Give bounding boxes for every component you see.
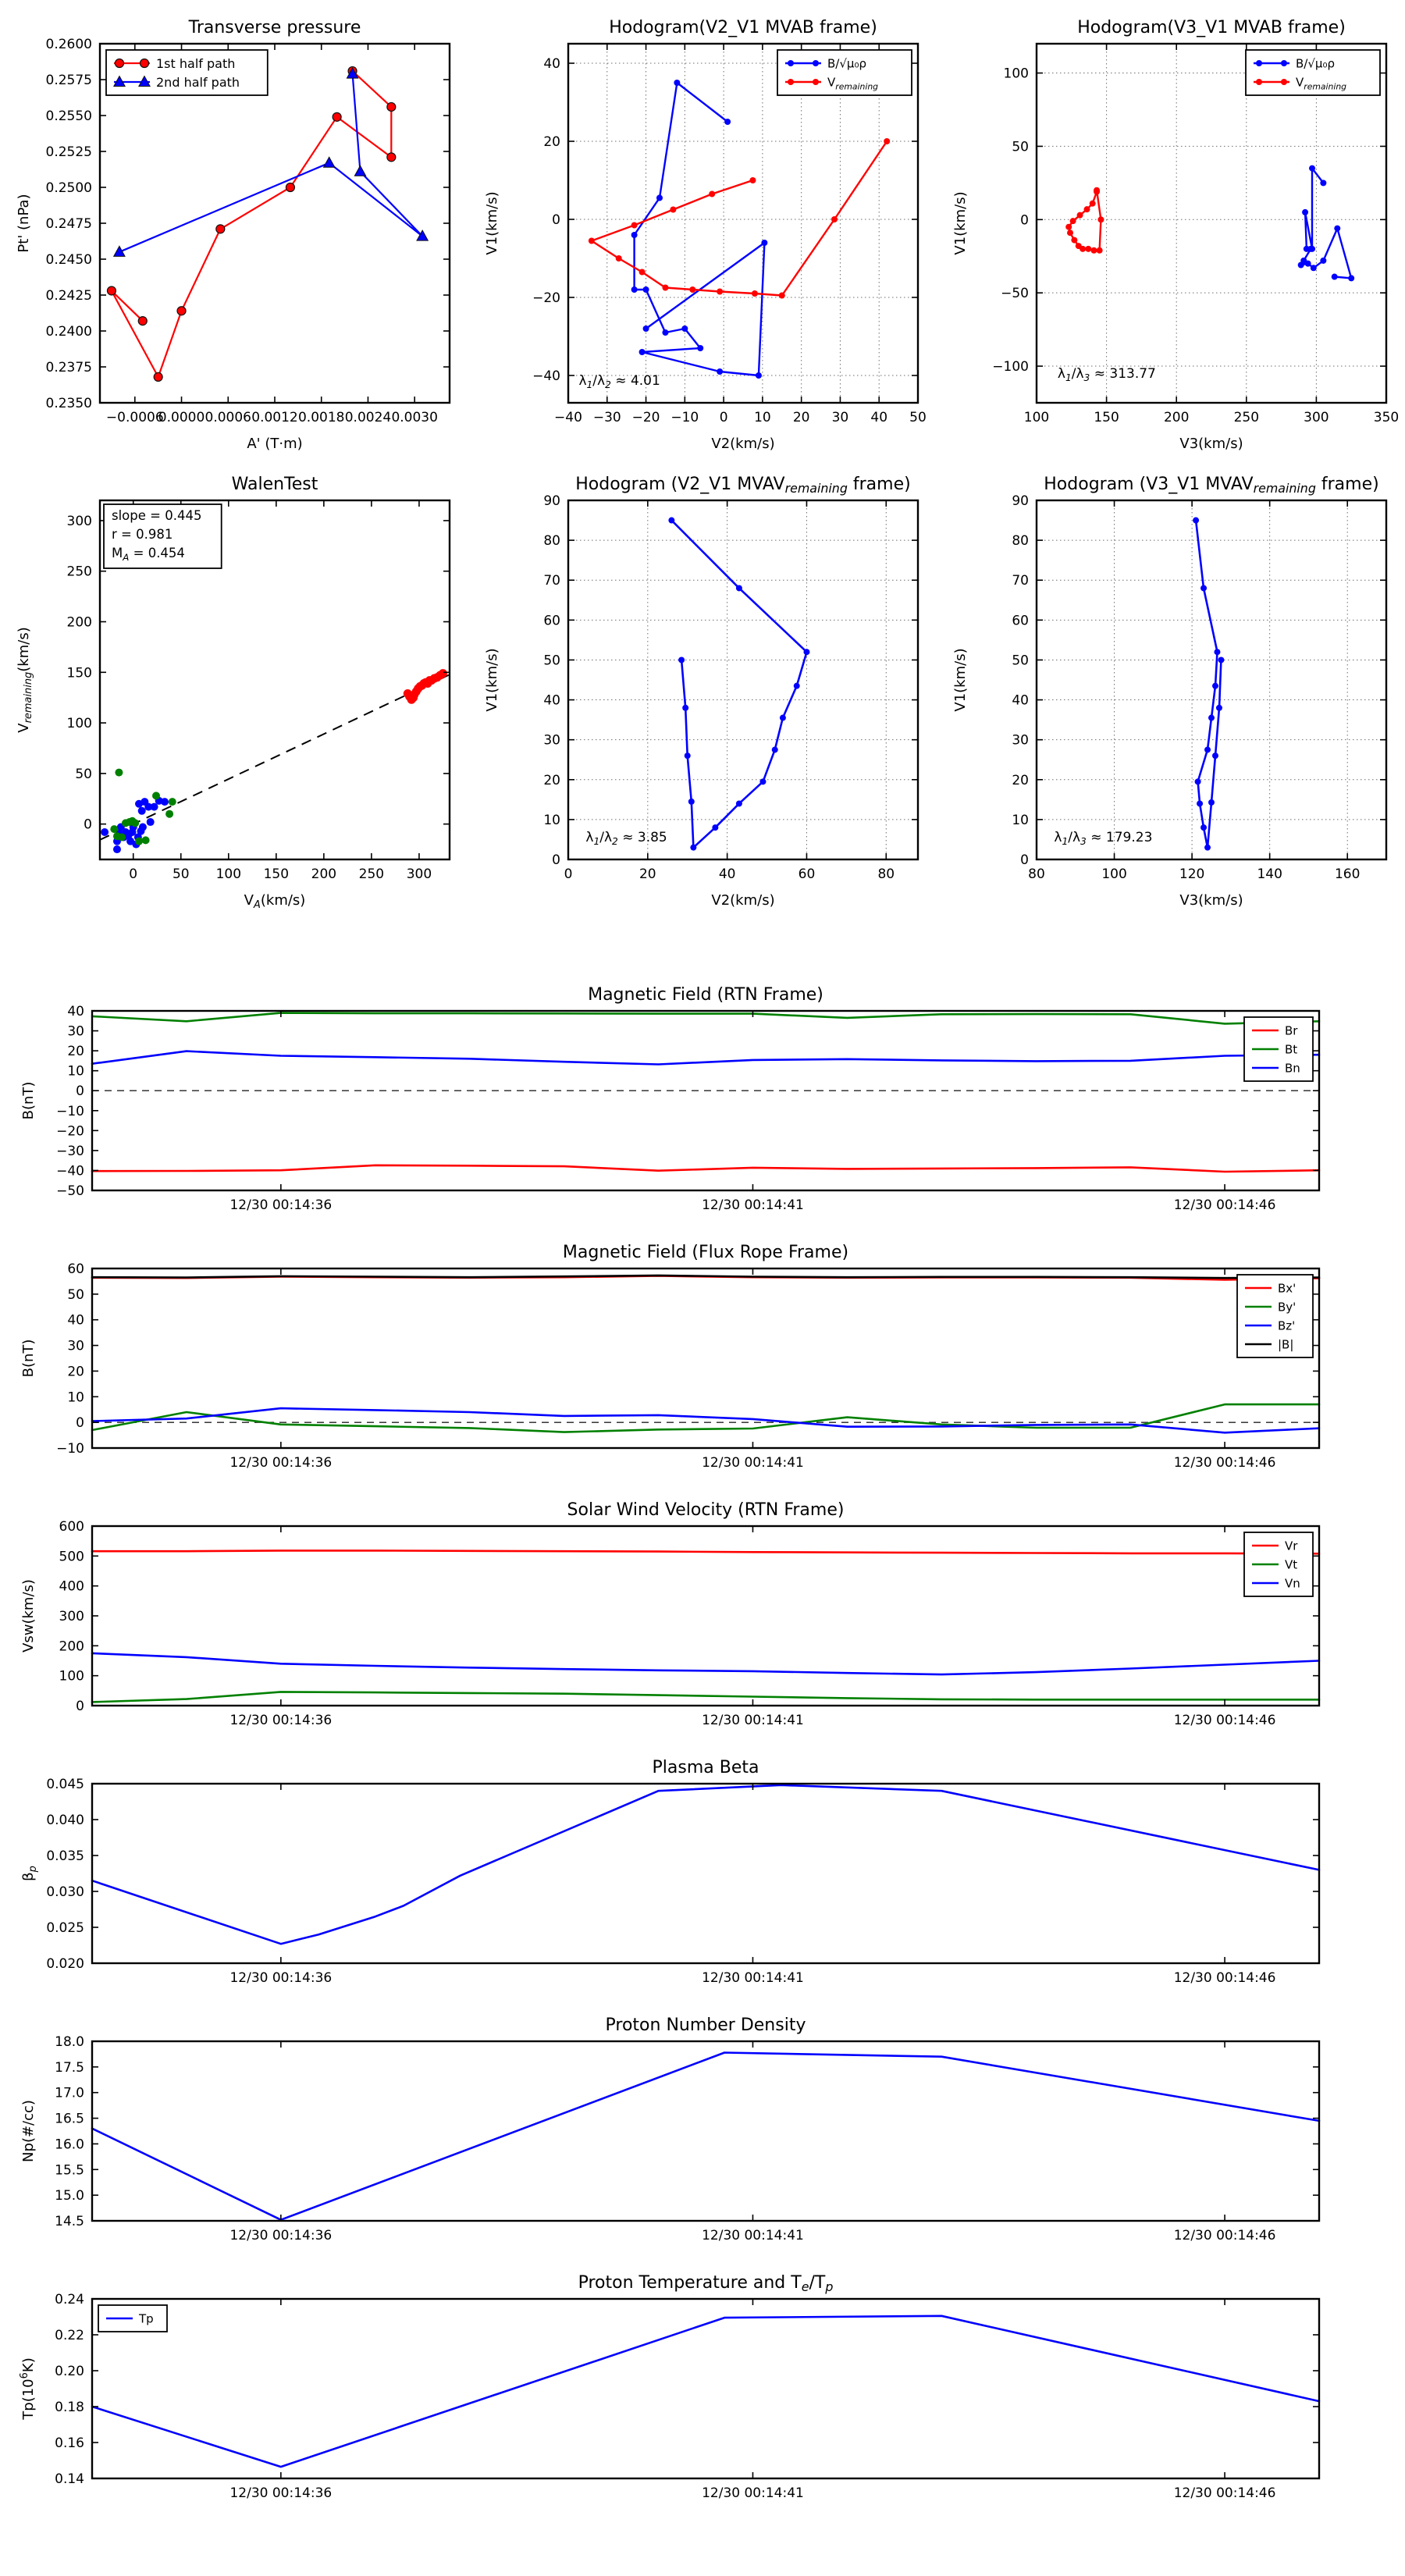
svg-text:200: 200 (311, 866, 337, 882)
svg-text:B/√μ₀ρ: B/√μ₀ρ (1296, 56, 1335, 71)
svg-text:−10: −10 (56, 1103, 84, 1119)
chart-solar-wind-velocity (0, 1491, 1405, 1749)
svg-text:0: 0 (564, 866, 573, 882)
svg-text:60: 60 (543, 613, 560, 629)
svg-text:0.0018: 0.0018 (297, 410, 345, 425)
svg-text:12/30 00:14:46: 12/30 00:14:46 (1173, 1970, 1276, 1986)
svg-text:12/30 00:14:41: 12/30 00:14:41 (702, 2485, 804, 2501)
svg-text:By': By' (1278, 1300, 1297, 1315)
svg-text:18.0: 18.0 (55, 2034, 84, 2050)
svg-text:Transverse pressure: Transverse pressure (188, 18, 361, 37)
svg-text:60: 60 (798, 866, 816, 882)
svg-text:Vremaining: $V_{remaining}$ (827, 75, 879, 92)
svg-text:300: 300 (59, 1609, 84, 1624)
svg-text:30: 30 (543, 732, 560, 749)
chart-hodogram-v2v1-mvav (468, 463, 937, 916)
svg-text:−50: −50 (1001, 286, 1029, 302)
svg-text:12/30 00:14:41: 12/30 00:14:41 (702, 1713, 804, 1728)
svg-text:12/30 00:14:36: 12/30 00:14:36 (229, 2485, 333, 2501)
svg-text:0.18: 0.18 (55, 2400, 84, 2415)
svg-text:16.0: 16.0 (55, 2137, 84, 2153)
chart-hodogram-v3v1-mvav (937, 463, 1405, 916)
svg-text:30: 30 (1012, 732, 1029, 749)
svg-text:0: 0 (719, 410, 728, 425)
svg-text:80: 80 (1012, 533, 1029, 550)
svg-text:0.0012: 0.0012 (251, 410, 298, 425)
svg-text:0.14: 0.14 (55, 2471, 84, 2487)
svg-text:−40: −40 (56, 1163, 84, 1179)
svg-text:40: 40 (67, 1312, 84, 1329)
svg-text:|B|: |B| (1278, 1337, 1294, 1352)
svg-text:−30: −30 (56, 1143, 84, 1159)
svg-text:Hodogram(V3_V1 MVAB frame): Hodogram(V3_V1 MVAB frame) (1077, 18, 1346, 37)
svg-text:70: 70 (1012, 573, 1029, 589)
svg-text:70: 70 (543, 573, 560, 589)
svg-text:0.24: 0.24 (55, 2292, 84, 2307)
svg-text:λ1/λ3 ≈ 179.23: $\lambda_1/\lambda_3 \approx 179.23$ (1054, 830, 1153, 847)
svg-text:60: 60 (1012, 613, 1029, 629)
svg-text:0: 0 (76, 1083, 84, 1100)
svg-text:0.0000: 0.0000 (158, 410, 205, 425)
svg-text:0.2500: 0.2500 (45, 180, 92, 196)
svg-text:Bt: Bt (1285, 1042, 1298, 1057)
svg-text:Vt: Vt (1285, 1557, 1298, 1572)
svg-text:80: 80 (877, 866, 895, 882)
svg-text:12/30 00:14:46: 12/30 00:14:46 (1173, 2485, 1276, 2501)
svg-text:V2(km/s): V2(km/s) (711, 892, 775, 909)
svg-text:12/30 00:14:36: 12/30 00:14:36 (229, 1970, 333, 1986)
svg-text:Bz': Bz' (1278, 1318, 1296, 1333)
svg-text:Magnetic Field (RTN Frame): Magnetic Field (RTN Frame) (588, 985, 823, 1005)
svg-text:0: 0 (76, 1415, 84, 1432)
svg-text:VA(km/s): $V_A(km/s)$ (244, 892, 306, 911)
svg-text:−30: −30 (592, 410, 621, 425)
svg-text:Bn: Bn (1285, 1061, 1300, 1076)
svg-text:300: 300 (1304, 410, 1329, 425)
svg-text:WalenTest: WalenTest (231, 475, 318, 494)
svg-text:2nd half path: 2nd half path (156, 74, 240, 90)
svg-text:0.20: 0.20 (55, 2364, 84, 2379)
svg-text:350: 350 (1373, 410, 1400, 425)
chart-magnetic-field-flux-rope (0, 1233, 1405, 1491)
svg-text:10: 10 (67, 1389, 84, 1406)
svg-text:Hodogram (V3_V1 MVAVremaining: Hodogram (V3_V1 MVAVremaining frame) (1044, 475, 1379, 496)
svg-text:0: 0 (1020, 852, 1029, 868)
svg-text:−50: −50 (56, 1183, 84, 1199)
svg-text:30: 30 (67, 1338, 84, 1354)
svg-text:λ1/λ2 ≈ 3.85: $\lambda_1/\lambda_2 \approx 3.85$ (585, 830, 667, 847)
svg-text:40: 40 (1012, 692, 1029, 709)
svg-text:40: 40 (870, 410, 888, 425)
svg-text:0: 0 (129, 866, 138, 882)
svg-text:160: 160 (1334, 866, 1361, 882)
svg-text:50: 50 (543, 653, 560, 669)
svg-text:100: 100 (59, 1668, 84, 1685)
svg-text:V1(km/s): V1(km/s) (952, 191, 969, 255)
svg-text:0.2425: 0.2425 (45, 288, 92, 304)
svg-text:20: 20 (543, 772, 560, 788)
svg-text:140: 140 (1257, 866, 1282, 882)
svg-text:50: 50 (1012, 139, 1029, 155)
svg-text:Vremaining: $V_{remaining}$ (1296, 75, 1347, 92)
svg-text:20: 20 (543, 134, 560, 150)
svg-text:Tp(106K): $Tp(10^6K)$ (19, 2357, 37, 2420)
svg-text:100: 100 (215, 866, 242, 882)
svg-text:0.020: 0.020 (46, 1956, 84, 1972)
svg-text:80: 80 (1028, 866, 1045, 882)
svg-text:MA = 0.454: $M_A = 0.454$ (112, 546, 185, 563)
svg-text:0: 0 (76, 1699, 84, 1714)
svg-text:λ1/λ3 ≈ 313.77: $\lambda_1/\lambda_3 \approx 313.77$ (1057, 365, 1156, 383)
svg-text:10: 10 (67, 1063, 84, 1080)
svg-text:12/30 00:14:46: 12/30 00:14:46 (1173, 1197, 1276, 1213)
svg-text:Tp: Tp (139, 2311, 154, 2326)
svg-text:B/√μ₀ρ: B/√μ₀ρ (827, 56, 866, 71)
svg-text:V1(km/s): V1(km/s) (952, 648, 969, 712)
svg-text:−40: −40 (554, 410, 582, 425)
svg-text:300: 300 (406, 866, 432, 882)
svg-text:150: 150 (66, 665, 92, 681)
svg-text:Vn: Vn (1285, 1576, 1300, 1591)
svg-text:90: 90 (1012, 493, 1029, 509)
chart-walen-test (0, 463, 468, 916)
chart-proton-temperature (0, 2264, 1405, 2521)
svg-text:100: 100 (1023, 410, 1050, 425)
svg-text:0.2375: 0.2375 (45, 360, 92, 375)
svg-text:−40: −40 (532, 368, 560, 384)
svg-text:90: 90 (543, 493, 560, 509)
svg-text:Proton Number Density: Proton Number Density (605, 2016, 806, 2035)
svg-text:50: 50 (172, 866, 190, 882)
svg-text:V1(km/s): V1(km/s) (484, 191, 500, 255)
svg-text:Br: Br (1285, 1023, 1298, 1038)
svg-text:50: 50 (67, 1286, 84, 1303)
svg-text:Magnetic Field (Flux Rope Fram: Magnetic Field (Flux Rope Frame) (562, 1243, 849, 1262)
svg-text:0.0024: 0.0024 (344, 410, 392, 425)
svg-text:30: 30 (67, 1023, 84, 1040)
svg-text:12/30 00:14:46: 12/30 00:14:46 (1173, 1455, 1276, 1471)
svg-text:−20: −20 (631, 410, 660, 425)
svg-text:slope = 0.445: slope = 0.445 (112, 508, 202, 523)
svg-text:12/30 00:14:36: 12/30 00:14:36 (229, 1197, 333, 1213)
svg-text:20: 20 (1012, 772, 1029, 788)
svg-text:−10: −10 (670, 410, 699, 425)
svg-text:0: 0 (552, 852, 560, 868)
svg-text:17.0: 17.0 (55, 2085, 84, 2101)
svg-text:0.2600: 0.2600 (45, 37, 92, 52)
svg-text:−100: −100 (992, 359, 1029, 375)
chart-magnetic-field-rtn (0, 976, 1405, 1233)
svg-text:10: 10 (1012, 812, 1029, 828)
svg-text:12/30 00:14:41: 12/30 00:14:41 (702, 2228, 804, 2243)
svg-text:Vr: Vr (1285, 1539, 1298, 1553)
svg-text:0.2400: 0.2400 (45, 324, 92, 340)
svg-text:400: 400 (59, 1578, 84, 1595)
svg-text:15.0: 15.0 (55, 2188, 84, 2204)
svg-text:V2(km/s): V2(km/s) (711, 436, 775, 452)
svg-text:17.5: 17.5 (55, 2059, 84, 2076)
svg-text:12/30 00:14:41: 12/30 00:14:41 (702, 1970, 804, 1986)
svg-text:Proton Temperature and Te/Tp: Proton Temperature and Te/Tp (578, 2273, 834, 2294)
svg-text:0.030: 0.030 (46, 1884, 84, 1900)
svg-text:10: 10 (543, 812, 560, 828)
svg-text:12/30 00:14:46: 12/30 00:14:46 (1173, 1713, 1276, 1728)
svg-text:120: 120 (1179, 866, 1205, 882)
svg-text:60: 60 (67, 1261, 84, 1277)
svg-text:80: 80 (543, 533, 560, 550)
svg-text:600: 600 (59, 1519, 84, 1535)
svg-text:14.5: 14.5 (55, 2214, 84, 2229)
svg-text:Plasma Beta: Plasma Beta (652, 1758, 759, 1777)
svg-text:20: 20 (67, 1364, 84, 1380)
svg-text:50: 50 (909, 410, 927, 425)
svg-text:100: 100 (1003, 66, 1029, 82)
svg-text:V3(km/s): V3(km/s) (1179, 436, 1243, 452)
svg-text:−20: −20 (56, 1123, 84, 1140)
svg-text:0.2475: 0.2475 (45, 216, 92, 232)
svg-text:B(nT): B(nT) (20, 1081, 37, 1120)
svg-text:100: 100 (66, 716, 92, 732)
chart-transverse-pressure (0, 6, 468, 459)
svg-text:Pt' (nPa): Pt' (nPa) (16, 194, 32, 253)
svg-text:B(nT): B(nT) (20, 1339, 37, 1378)
svg-text:0.2450: 0.2450 (45, 252, 92, 268)
svg-text:40: 40 (543, 56, 560, 72)
svg-text:λ1/λ2 ≈ 4.01: $\lambda_1/\lambda_2 \approx 4.01$ (578, 373, 660, 390)
svg-text:0: 0 (84, 817, 92, 833)
svg-text:50: 50 (1012, 653, 1029, 669)
svg-text:12/30 00:14:46: 12/30 00:14:46 (1173, 2228, 1276, 2243)
svg-text:20: 20 (638, 866, 656, 882)
svg-text:0: 0 (552, 212, 560, 228)
svg-text:0.2550: 0.2550 (45, 109, 92, 124)
svg-text:10: 10 (754, 410, 771, 425)
svg-text:Vremaining(km/s): $V_{remaining}(km/s)$ (16, 627, 34, 733)
svg-text:50: 50 (75, 766, 92, 782)
svg-text:r = 0.981: r = 0.981 (112, 527, 173, 542)
svg-text:Solar Wind Velocity (RTN Frame: Solar Wind Velocity (RTN Frame) (567, 1500, 845, 1520)
svg-text:V3(km/s): V3(km/s) (1179, 892, 1243, 909)
svg-text:500: 500 (59, 1549, 84, 1565)
svg-text:16.5: 16.5 (55, 2111, 84, 2127)
svg-text:20: 20 (792, 410, 810, 425)
svg-text:12/30 00:14:36: 12/30 00:14:36 (229, 1713, 333, 1728)
svg-text:−10: −10 (56, 1441, 84, 1457)
svg-text:0.16: 0.16 (55, 2435, 84, 2451)
svg-text:12/30 00:14:41: 12/30 00:14:41 (702, 1197, 804, 1213)
svg-text:150: 150 (263, 866, 290, 882)
svg-text:200: 200 (59, 1638, 84, 1655)
svg-text:300: 300 (66, 513, 92, 529)
svg-text:0.040: 0.040 (46, 1813, 84, 1828)
chart-hodogram-v3v1-mvab (937, 6, 1405, 459)
svg-text:Vsw(km/s): Vsw(km/s) (20, 1579, 37, 1653)
svg-text:0.2350: 0.2350 (45, 396, 92, 411)
svg-text:0.2525: 0.2525 (45, 144, 92, 160)
svg-text:250: 250 (66, 564, 92, 580)
chart-proton-number-density (0, 2006, 1405, 2264)
chart-plasma-beta (0, 1749, 1405, 2006)
svg-text:0.22: 0.22 (55, 2328, 84, 2343)
svg-text:30: 30 (831, 410, 849, 425)
svg-text:0.035: 0.035 (46, 1848, 84, 1864)
svg-text:A' (T·m): A' (T·m) (247, 436, 303, 452)
svg-text:1st half path: 1st half path (156, 55, 236, 71)
svg-text:0.0030: 0.0030 (391, 410, 438, 425)
svg-text:40: 40 (718, 866, 736, 882)
svg-text:100: 100 (1101, 866, 1127, 882)
svg-text:Hodogram(V2_V1 MVAB frame): Hodogram(V2_V1 MVAB frame) (609, 18, 877, 37)
svg-text:0: 0 (1020, 212, 1029, 229)
svg-text:Hodogram (V2_V1 MVAVremaining: Hodogram (V2_V1 MVAVremaining frame) (575, 475, 911, 496)
svg-text:12/30 00:14:41: 12/30 00:14:41 (702, 1455, 804, 1471)
svg-text:200: 200 (66, 614, 92, 631)
svg-text:150: 150 (1094, 410, 1119, 425)
svg-text:V1(km/s): V1(km/s) (484, 648, 500, 712)
svg-text:0.2575: 0.2575 (45, 73, 92, 88)
svg-text:12/30 00:14:36: 12/30 00:14:36 (229, 1455, 333, 1471)
svg-text:0.025: 0.025 (46, 1920, 84, 1936)
svg-text:−20: −20 (532, 290, 560, 306)
svg-text:40: 40 (67, 1004, 84, 1019)
svg-text:Np(#/cc): Np(#/cc) (20, 2100, 37, 2162)
chart-hodogram-v2v1-mvab (468, 6, 937, 459)
svg-text:20: 20 (67, 1044, 84, 1060)
svg-text:0.0006: 0.0006 (205, 410, 252, 425)
svg-text:12/30 00:14:36: 12/30 00:14:36 (229, 2228, 333, 2243)
svg-text:200: 200 (1163, 410, 1190, 425)
svg-text:0.045: 0.045 (46, 1777, 84, 1792)
svg-text:40: 40 (543, 692, 560, 709)
svg-text:250: 250 (358, 866, 385, 882)
svg-text:250: 250 (1233, 410, 1260, 425)
svg-text:−0.0006: −0.0006 (105, 410, 164, 425)
svg-text:15.5: 15.5 (55, 2162, 84, 2179)
svg-text:Bx': Bx' (1278, 1281, 1297, 1296)
svg-text:βp: $\beta_p$ (20, 1866, 39, 1881)
